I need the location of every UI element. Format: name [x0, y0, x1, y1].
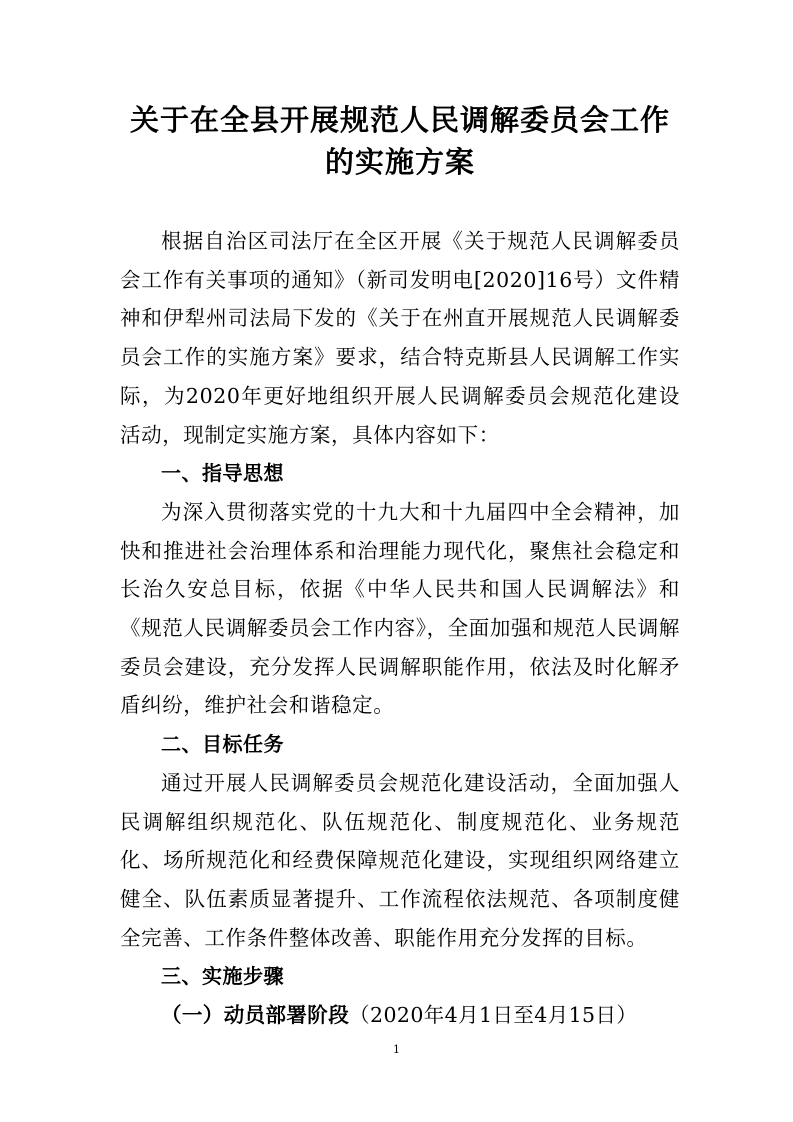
- subsection-detail: （2020年4月1日至4月15日）: [349, 1003, 638, 1028]
- document-body: [120, 222, 680, 1035]
- subsection-mobilization: [120, 996, 680, 1035]
- document-title-line-2: 的实施方案: [324, 145, 475, 179]
- document-title-line-1: 关于在全县开展规范人民调解委员会工作: [129, 103, 670, 137]
- section-text-objectives: 通过开展人民调解委员会规范化建设活动，全面加强人民调解组织规范化、队伍规范化、制度规范化、业务规范化、场所规范化和经费保障规范化建设，实现组织网络建立健全、队伍素质显著提升、工作流程依法规范、各项制度健全完善、工作条件整体改善、职能作用充分发挥的目标。: [120, 770, 680, 950]
- section-heading-objectives: 二、目标任务: [161, 732, 284, 757]
- section-heading-guiding-ideology: 一、指导思想: [161, 461, 284, 486]
- intro-paragraph: 根据自治区司法厅在全区开展《关于规范人民调解委员会工作有关事项的通知》（新司发明电[2020]16号）文件精神和伊犁州司法局下发的《关于在州直开展规范人民调解委员会工作的实施方案》要求，结合特克斯县人民调解工作实际，为2020年更好地组织开展人民调解委员会规范化建设活动，现制定实施方案，具体内容如下：: [120, 229, 680, 447]
- section-heading-implementation-steps: 三、实施步骤: [161, 964, 284, 989]
- section-text-guiding-ideology: 为深入贯彻落实党的十九大和十九届四中全会精神，加快和推进社会治理体系和治理能力现代化，聚焦社会稳定和长治久安总目标，依据《中华人民共和国人民调解法》和《规范人民调解委员会工作内容》，全面加强和规范人民调解委员会建设，充分发挥人民调解职能作用，依法及时化解矛盾纠纷，维护社会和谐稳定。: [120, 499, 680, 718]
- subsection-label: （一）动员部署阶段: [161, 1003, 350, 1028]
- page-number: 1: [393, 1043, 400, 1056]
